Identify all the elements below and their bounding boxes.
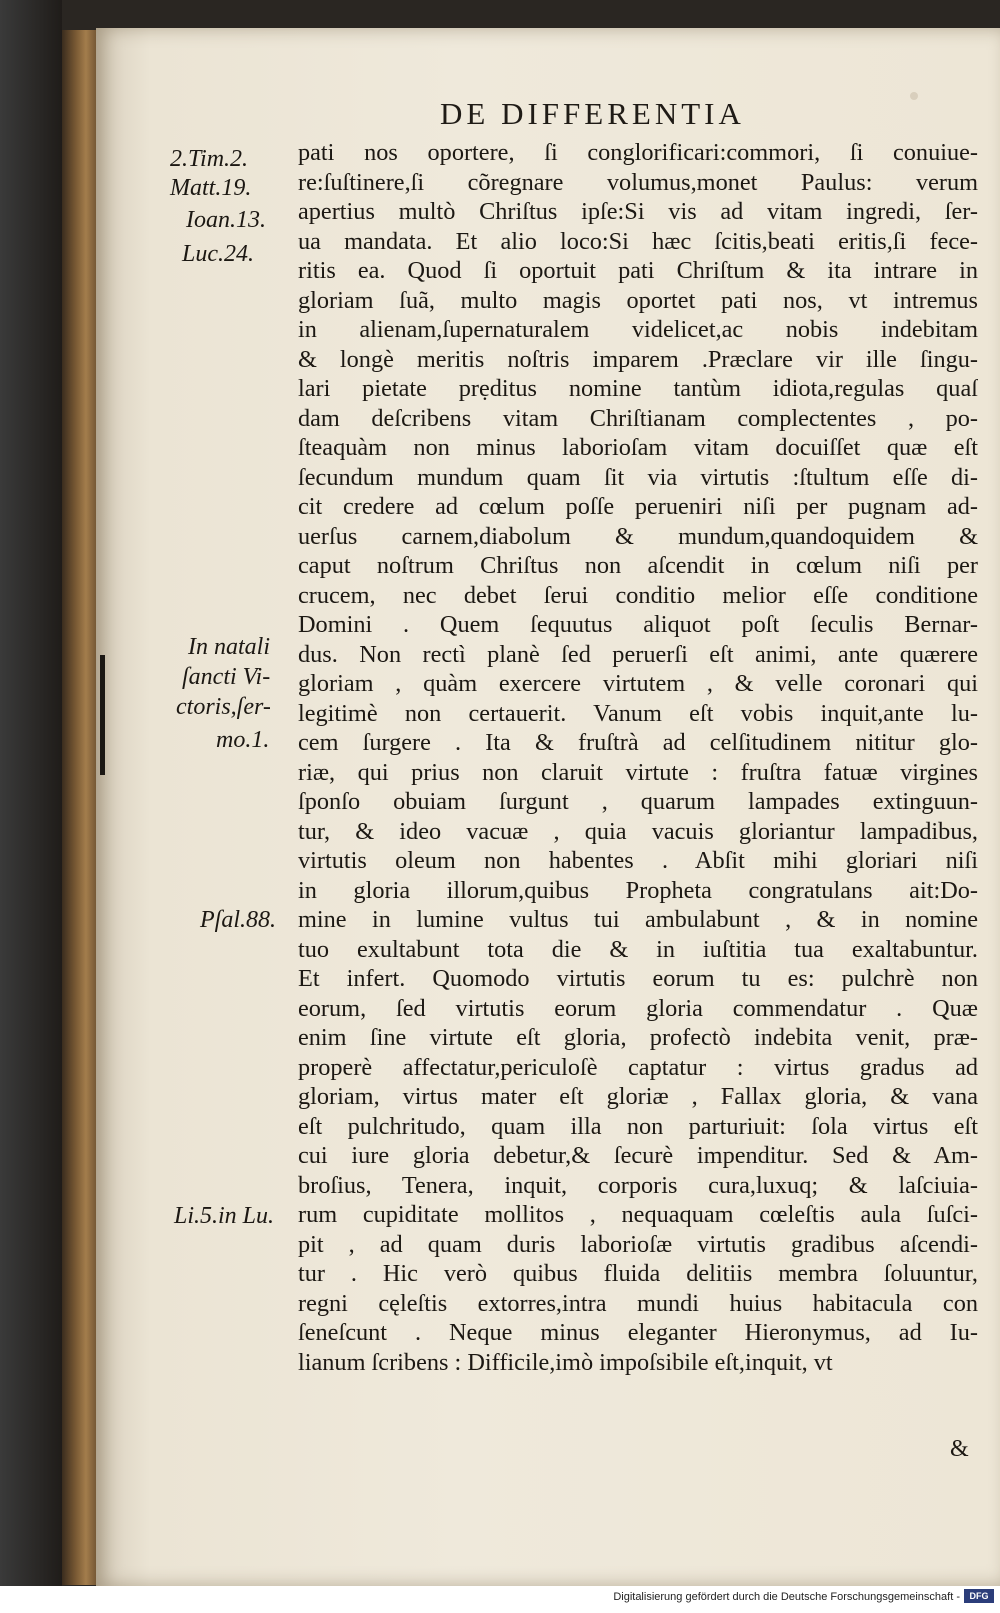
marginal-reference: mo.1. (216, 727, 270, 753)
marginal-reference: In natali (188, 634, 270, 660)
marginal-reference: Pſal.88. (200, 907, 276, 933)
text-line: ſecundum mundum quam ſit via virtutis :ſtultum eſſe di- (298, 463, 978, 491)
text-line: gloriam , quàm exercere virtutem , & velle coronari qui (298, 670, 978, 697)
text-line: broſius, Tenera, inquit, corporis cura,luxuq; & laſciuia- (298, 1171, 978, 1199)
text-line: riæ, qui prius non claruit virtute : fruſtra fatuæ virgines (298, 758, 978, 786)
text-line: dus. Non rectì planè ſed peruerſi eſt animi, ante quærere (298, 640, 978, 668)
text-line: caput noſtrum Chriſtus non aſcendit in cœlum niſi per (298, 552, 978, 579)
text-line: eſt pulchritudo, quam illa non parturiuit: ſola virtus eſt (298, 1112, 978, 1140)
text-line: ua mandata. Et alio loco:Si hæc ſcitis,beati eritis,ſi fece- (298, 227, 978, 255)
marginal-reference: ſancti Vi- (182, 664, 271, 690)
text-line: cui iure gloria debetur,& ſecurè impenditur. Sed & Am- (298, 1142, 978, 1169)
text-line: enim ſine virtute eſt gloria, profectò indebita venit, præ- (298, 1024, 978, 1051)
text-line: Et infert. Quomodo virtutis eorum tu es: pulchrè non (298, 965, 978, 992)
text-line: rum cupiditate mollitos , nequaquam cœleſtis aula ſuſci- (298, 1201, 978, 1228)
text-line: tur, & ideo vacuæ , quia vacuis gloriantur lampadibus, (298, 817, 978, 845)
digitization-credit: Digitalisierung gefördert durch die Deutsche Forschungsgemeinschaft - (613, 1591, 960, 1603)
text-line: pit , ad quam duris laborioſæ virtutis gradibus aſcendi- (298, 1230, 978, 1258)
catchword: & (950, 1436, 969, 1462)
text-line: lari pietate prẹditus nomine tantùm idiota,regulas quaſ (298, 375, 978, 402)
marginal-reference: Matt.19. (170, 175, 252, 201)
text-line: re:ſuſtinere,ſi cõregnare volumus,monet Paulus: verum (298, 168, 978, 196)
text-line: Domini . Quem ſequutus aliquot poſt ſeculis Bernar- (298, 611, 978, 638)
text-line: dam deſcribens vitam Chriſtianam complectentes , po- (298, 404, 978, 432)
text-line: regni cęleſtis extorres,intra mundi huius habitacula con (298, 1289, 978, 1317)
paper-blemish (910, 92, 918, 100)
text-line: ſeneſcunt . Neque minus eleganter Hieronymus, ad Iu- (298, 1319, 978, 1346)
marginal-reference: ctoris,ſer- (176, 694, 271, 720)
dark-background (0, 0, 62, 1613)
binding-band (100, 655, 105, 775)
text-line: cem ſurgere . Ita & fruſtrà ad celſitudinem nititur glo- (298, 729, 978, 756)
text-line: ritis ea. Quod ſi oportuit pati Chriſtum & ita intrare in (298, 257, 978, 284)
text-line: in alienam,ſupernaturalem videlicet,ac nobis indebitam (298, 316, 978, 343)
text-line: crucem, nec debet ſerui conditio melior eſſe conditione (298, 581, 978, 609)
text-line: tuo exultabunt tota die & in iuſtitia tua exaltabuntur. (298, 935, 978, 963)
text-line: lianum ſcribens : Difficile,imò impoſsibile eſt,inquit, vt (298, 1348, 833, 1376)
marginal-reference: Luc.24. (182, 241, 254, 267)
marginal-reference: Ioan.13. (186, 207, 266, 233)
text-line: mine in lumine vultus tui ambulabunt , & in nomine (298, 906, 978, 933)
dfg-logo: DFG (964, 1589, 994, 1603)
text-line: ſteaquàm non minus laborioſam vitam docuiſſet quæ eſt (298, 434, 978, 461)
text-line: eorum, ſed virtutis eorum gloria commendatur . Quæ (298, 994, 978, 1022)
text-line: pati nos oportere, ſi conglorificari:commori, ſi conuiue- (298, 139, 978, 166)
text-line: gloriam ſuã, multo magis oportet pati nos, vt intremus (298, 286, 978, 314)
text-line: apertius multò Chriſtus ipſe:Si vis ad vitam ingredi, ſer- (298, 198, 978, 225)
text-line: ſponſo obuiam ſurgunt , quarum lampades extinguun- (298, 788, 978, 815)
text-line: properè affectatur,periculoſè captatur : virtus gradus ad (298, 1053, 978, 1081)
marginal-reference: Li.5.in Lu. (174, 1203, 275, 1229)
text-line: virtutis oleum non habentes . Abſit mihi gloriari niſi (298, 847, 978, 874)
text-line: & longè meritis noſtris imparem .Præclare vir ille ſingu- (298, 345, 978, 373)
marginal-reference: 2.Tim.2. (170, 146, 249, 172)
text-line: legitimè non certauerit. Vanum eſt vobis inquit,ante lu- (298, 699, 978, 727)
running-head: DE DIFFERENTIA (440, 96, 745, 131)
text-line: cit credere ad cœlum poſſe perueniri niſi per pugnam ad- (298, 493, 978, 520)
text-line: gloriam, virtus mater eſt gloriæ , Fallax gloria, & vana (298, 1083, 978, 1110)
text-line: uerſus carnem,diabolum & mundum,quandoquidem & (298, 522, 978, 550)
body-text (298, 138, 978, 1377)
text-line: tur . Hic verò quibus fluida delitiis membra ſoluuntur, (298, 1260, 978, 1287)
text-line: in gloria illorum,quibus Propheta congratulans ait:Do- (298, 876, 978, 904)
